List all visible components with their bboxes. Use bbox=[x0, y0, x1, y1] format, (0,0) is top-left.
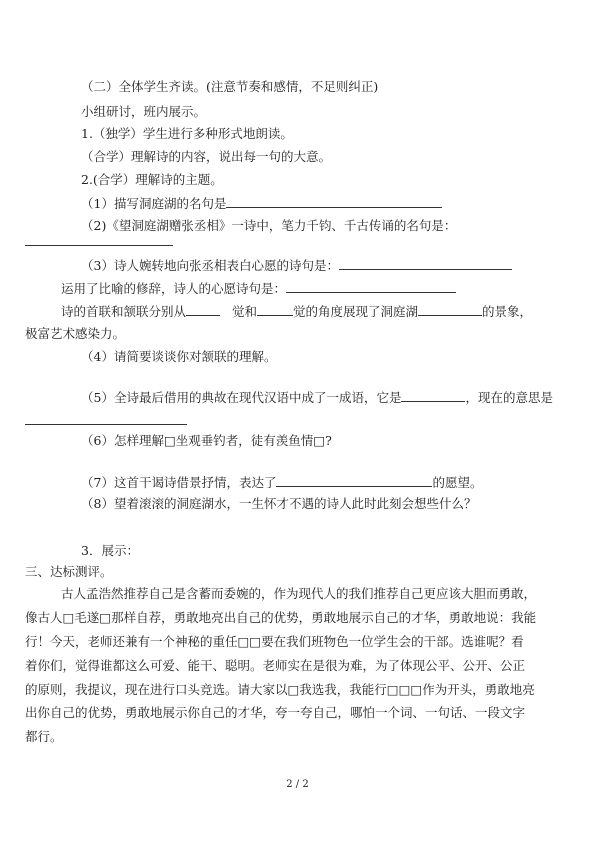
scene-blank[interactable] bbox=[418, 303, 482, 316]
sense-blank-1[interactable] bbox=[186, 303, 220, 316]
q5-text-b: ，现在的意思是 bbox=[465, 390, 553, 405]
line-17: 3．展示： bbox=[81, 543, 139, 558]
line-7: （2)《望洞庭湖赠张丞相》一诗中，笔力千钧、千古传诵的名句是： bbox=[81, 218, 457, 233]
paragraph-line-7: 都行。 bbox=[25, 729, 63, 744]
line-1: （二）全体学生齐读。(注意节奏和感情，不足则纠正) bbox=[81, 79, 379, 94]
sense-blank-2[interactable] bbox=[257, 303, 293, 316]
paragraph-line-5: 的原则，我提议，现在进行口头竞选。请大家以□我选我，我能行□□□作为开头，勇敢地亮 bbox=[25, 682, 535, 697]
line-16: （8）望着滚滚的洞庭湖水，一生怀才不遇的诗人此时此刻会想些什么？ bbox=[81, 496, 477, 511]
paragraph-line-6: 出你自己的优势，勇敢地展示你自己的才华，夸一夸自己，哪怕一个词、一句话、一段文字 bbox=[25, 705, 526, 720]
paragraph-line-1: 古人孟浩然推荐自己是含蓄而委婉的，作为现代人的我们推荐自己更应该大胆而勇敢， bbox=[61, 586, 537, 601]
lianyu-text-c: 觉的角度展现了洞庭湖 bbox=[292, 304, 418, 319]
q1-text: （1）描写洞庭湖的名句是 bbox=[81, 196, 227, 211]
line-4: （合学）理解诗的内容，说出每一句的大意。 bbox=[81, 149, 332, 164]
q1-blank[interactable] bbox=[226, 195, 442, 208]
q5-text-a: （5）全诗最后借用的典故在现代汉语中成了一成语，它是 bbox=[81, 390, 402, 405]
line-13 bbox=[81, 389, 553, 406]
line-9 bbox=[61, 280, 456, 297]
q3-text: （3）诗人婉转地向张丞相表白心愿的诗句是： bbox=[81, 258, 339, 273]
q2-blank[interactable] bbox=[25, 245, 173, 246]
q7-text-a: （7）这首干谒诗借景抒情，表达了 bbox=[81, 475, 277, 490]
metaphor-blank[interactable] bbox=[286, 280, 456, 293]
line-6 bbox=[81, 195, 442, 212]
wish-blank[interactable] bbox=[276, 474, 432, 487]
paragraph-line-2: 像古人□毛遂□那样自荐，勇敢地亮出自己的优势，勇敢地展示自己的才华，勇敢地说：我能 bbox=[25, 610, 537, 625]
metaphor-text: 运用了比喻的修辞，诗人的心愿诗句是： bbox=[61, 281, 287, 296]
paragraph-line-4: 着你们，觉得谁都这么可爱、能干、聪明。老师实在是很为难，为了体现公平、公开、公正 bbox=[25, 658, 526, 673]
q3-blank[interactable] bbox=[339, 257, 512, 270]
lianyu-text-d: 的景象， bbox=[481, 304, 532, 319]
line-3: 1.（独学）学生进行多种形式地朗读。 bbox=[81, 126, 293, 141]
line-2: 小组研讨，班内展示。 bbox=[81, 104, 207, 119]
lianyu-text-a: 诗的首联和颔联分别从 bbox=[61, 304, 187, 319]
line-15 bbox=[81, 474, 482, 491]
page-number: 2 / 2 bbox=[286, 779, 309, 790]
idiom-blank[interactable] bbox=[401, 389, 465, 402]
line-10 bbox=[61, 303, 532, 320]
line-14: （6）怎样理解□坐观垂钓者，徒有羡鱼情□? bbox=[81, 433, 332, 448]
q7-text-b: 的愿望。 bbox=[432, 475, 483, 490]
line-5: 2.(合学）理解诗的主题。 bbox=[81, 172, 223, 187]
lianyu-text-b: 觉和 bbox=[231, 304, 257, 319]
line-12: （4）请简要谈谈你对颔联的理解。 bbox=[81, 349, 277, 364]
section-3-heading: 三、达标测评。 bbox=[25, 564, 113, 579]
line-8 bbox=[81, 257, 512, 274]
meaning-blank[interactable] bbox=[25, 424, 187, 425]
line-11: 极富艺术感染力。 bbox=[25, 326, 126, 341]
paragraph-line-3: 行！今天，老师还兼有一个神秘的重任□□要在我们班物色一位学生会的干部。选谁呢？看 bbox=[25, 634, 524, 649]
